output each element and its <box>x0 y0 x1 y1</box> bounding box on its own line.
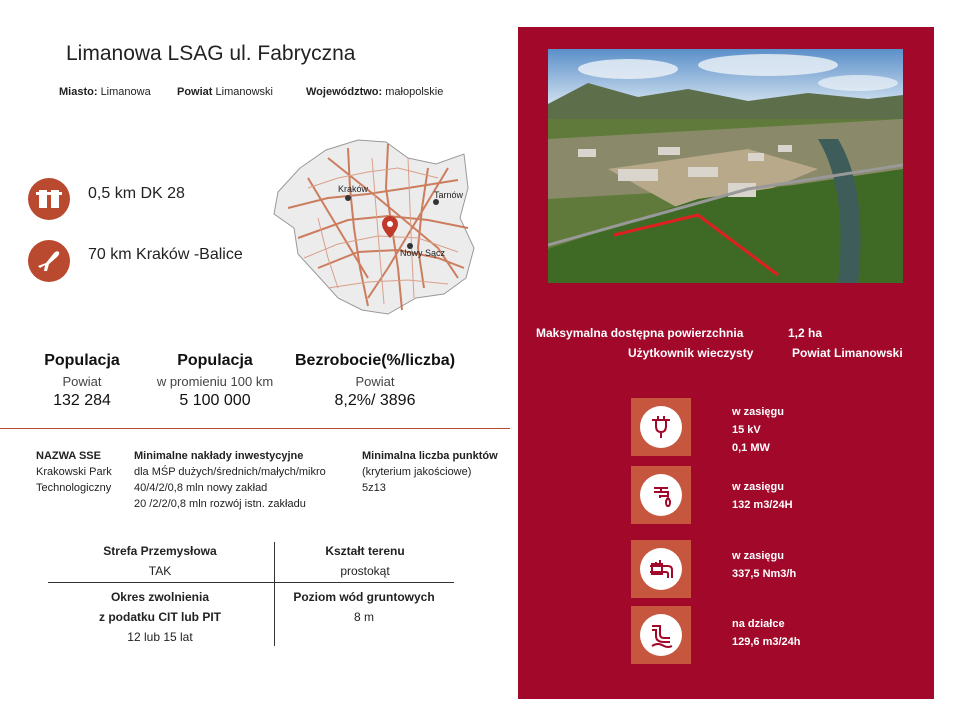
owner-label: Użytkownik wieczysty <box>628 346 754 360</box>
sewage-text: na działce 129,6 m3/24h <box>732 618 801 648</box>
sse-investment-col: Minimalne nakłady inwestycyjne dla MŚP dużych/średnich/małych/mikro 40/4/2/0,8 mln nowy zakład 20 /2/2/0,8 mln rozwój istn. zakładu <box>134 450 326 510</box>
stat-powiat: Populacja Powiat 132 284 <box>44 352 120 409</box>
water-text: w zasięgu 132 m3/24H <box>732 481 793 511</box>
area-label: Maksymalna dostępna powierzchnia <box>536 326 744 340</box>
section-divider <box>0 428 510 429</box>
highway-icon <box>28 178 70 220</box>
map-city-krakow: Kraków <box>338 184 369 194</box>
gas-text: w zasięgu 337,5 Nm3/h <box>732 550 797 580</box>
gas-tile <box>631 540 691 598</box>
info-powiat: Powiat Limanowski <box>177 86 273 98</box>
gas-pipe-icon <box>640 548 682 590</box>
table-hline <box>48 582 454 583</box>
region-map <box>268 128 490 328</box>
table-ksztalt: Kształt terenu prostokąt <box>325 544 405 578</box>
water-tile <box>631 466 691 524</box>
map-city-nowy-sacz: Nowy Sącz <box>400 248 446 258</box>
page-title: Limanowa LSAG ul. Fabryczna <box>66 42 356 65</box>
sse-points-col: Minimalna liczba punktów (kryterium jakościowe) 5z13 <box>362 450 498 494</box>
sse-name-col: NAZWA SSE Krakowski Park Technologiczny <box>36 450 112 494</box>
access-airport-text: 70 km Kraków -Balice <box>88 246 243 263</box>
airplane-icon <box>28 240 70 282</box>
table-zwolnienie: Okres zwolnienia z podatku CIT lub PIT 12 lub 15 lat <box>99 590 221 644</box>
table-strefa: Strefa Przemysłowa TAK <box>103 544 217 578</box>
table-vline <box>274 542 275 646</box>
water-tap-icon <box>640 474 682 516</box>
info-miasto: Miasto: Limanowa <box>59 86 151 98</box>
sewage-tile <box>631 606 691 664</box>
info-wojewodztwo: Województwo: małopolskie <box>306 86 444 98</box>
stat-unemployment: Bezrobocie(%/liczba) Powiat 8,2%/ 3896 <box>294 352 456 409</box>
electricity-tile <box>631 398 691 456</box>
area-value: 1,2 ha <box>788 326 823 340</box>
map-city-tarnow: Tarnów <box>434 190 464 200</box>
sewage-pipe-icon <box>640 614 682 656</box>
electric-plug-icon <box>640 406 682 448</box>
table-wody: Poziom wód gruntowych 8 m <box>293 590 435 624</box>
owner-value: Powiat Limanowski <box>792 346 903 360</box>
access-road-text: 0,5 km DK 28 <box>88 185 185 202</box>
electricity-text: w zasięgu 15 kV 0,1 MW <box>732 406 784 454</box>
site-aerial-photo <box>548 49 903 283</box>
stat-radius: Populacja w promieniu 100 km 5 100 000 <box>156 352 274 409</box>
